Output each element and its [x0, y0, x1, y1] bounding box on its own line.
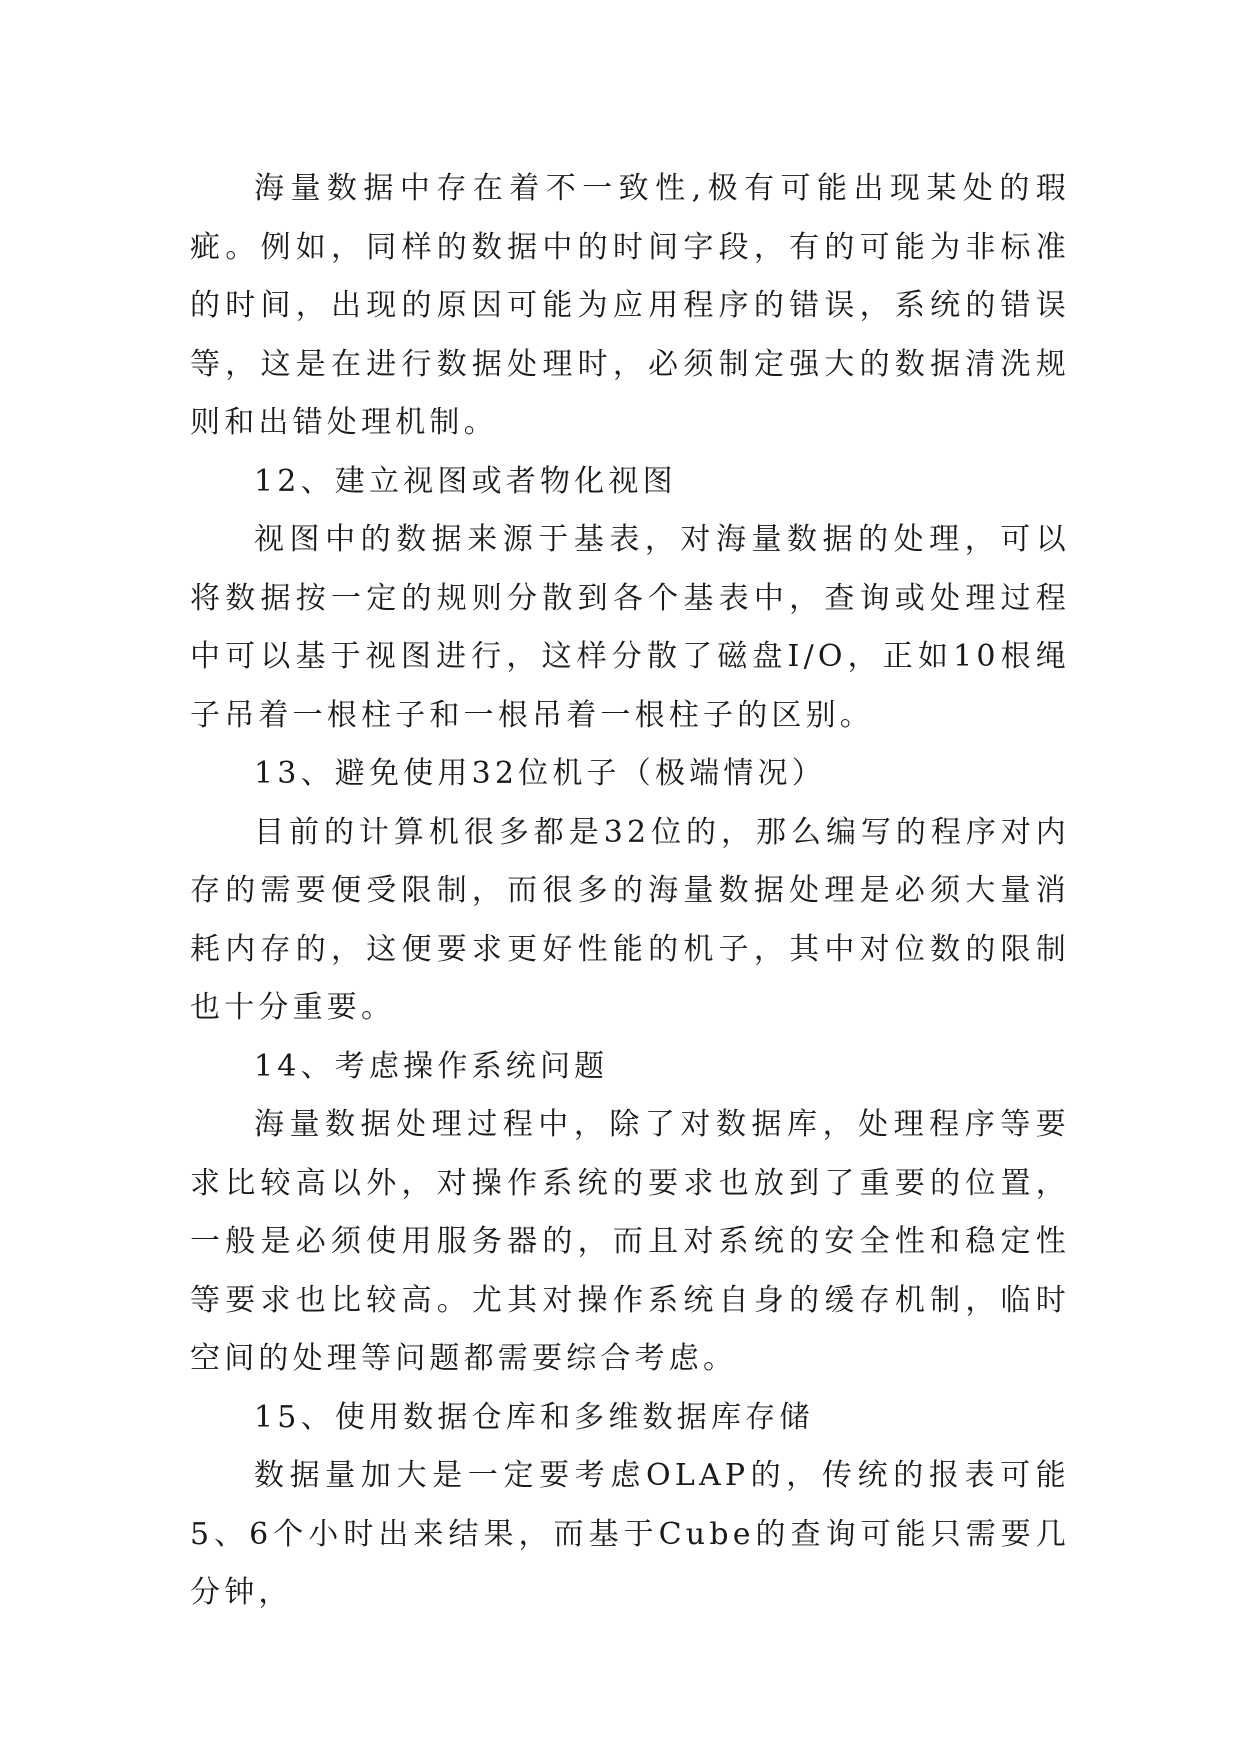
- heading-14-os: 14、考虑操作系统问题: [254, 1048, 609, 1084]
- paragraph-32bit: 目前的计算机很多都是32位的，那么编写的程序对内存的需要便受限制，而很多的海量数据处理是必须大量消耗内存的，这便要求更好性能的机子，其中对位数的限制也十分重要。: [190, 814, 1070, 1025]
- document-body: [190, 160, 1070, 1623]
- heading-12-views: 12、建立视图或者物化视图: [254, 463, 677, 499]
- paragraph-warehouse: 数据量加大是一定要考虑OLAP的，传统的报表可能5、6个小时出来结果，而基于Cube的查询可能只需要几分钟，: [190, 1458, 1070, 1610]
- heading-13-32bit: 13、避免使用32位机子（极端情况）: [254, 756, 826, 791]
- heading-15-warehouse: 15、使用数据仓库和多维数据库存储: [254, 1399, 814, 1435]
- paragraph-data-inconsistency: 海量数据中存在着不一致性,极有可能出现某处的瑕疵。例如，同样的数据中的时间字段，有的可能为非标准的时间，出现的原因可能为应用程序的错误，系统的错误等，这是在进行数据处理时，必须制定强大的数据清洗规则和出错处理机制。: [190, 171, 1070, 440]
- paragraph-os: 海量数据处理过程中，除了对数据库，处理程序等要求比较高以外，对操作系统的要求也放到了重要的位置，一般是必须使用服务器的，而且对系统的安全性和稳定性等要求也比较高。尤其对操作系统自身的缓存机制，临时空间的处理等问题都需要综合考虑。: [190, 1107, 1070, 1376]
- paragraph-views: 视图中的数据来源于基表，对海量数据的处理，可以将数据按一定的规则分散到各个基表中，查询或处理过程中可以基于视图进行，这样分散了磁盘I/O，正如10根绳子吊着一根柱子和一根吊着一根柱子的区别。: [190, 522, 1070, 733]
